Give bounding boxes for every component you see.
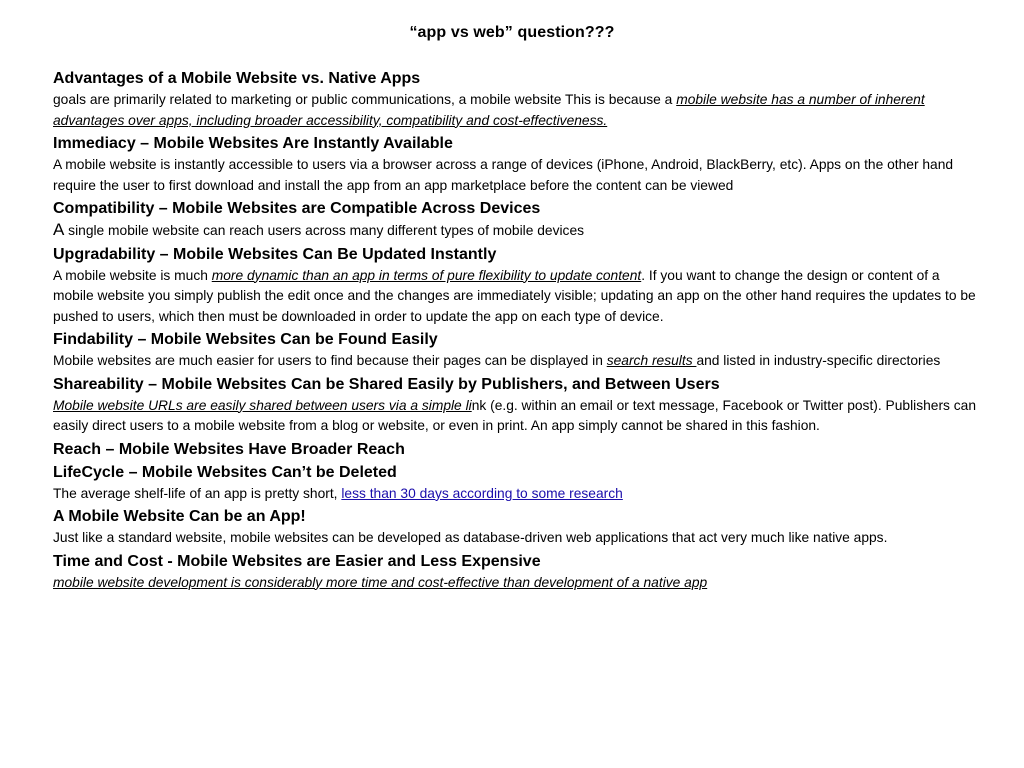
section-heading: LifeCycle – Mobile Websites Can’t be Deleted (53, 463, 397, 481)
section-reach (53, 438, 983, 461)
section-body (53, 266, 983, 328)
section-body (53, 396, 983, 437)
section-body (53, 90, 983, 131)
section-heading: Reach – Mobile Websites Have Broader Reach (53, 440, 405, 458)
emphasis-text: more dynamic than an app in terms of pure flexibility to update content (211, 267, 642, 283)
body-text: . If you want to change the design or content of a mobile website you simply publish the edit once and the changes are immediately visible; updating an app on the other hand requires the updates to be pushed to users, which then must be downloaded in order to update the app on each type of device. (53, 267, 976, 324)
body-text: The average shelf-life of an app is pretty short, (53, 485, 342, 501)
emphasis-text: mobile website has a number of inherent advantages over apps, including broader accessibility, compatibility and cost-effectiveness. (53, 92, 925, 128)
section-heading: A Mobile Website Can be an App! (53, 508, 306, 525)
section-body: Just like a standard website, mobile websites can be developed as database-driven web applications that act very much like native apps. (53, 530, 888, 545)
section-heading: Advantages of a Mobile Website vs. Native Apps (53, 70, 421, 87)
body-first-letter: A (53, 220, 65, 239)
section-compatibility (53, 197, 983, 242)
section-time-cost (53, 550, 983, 594)
body-text: and listed in industry-specific directories (696, 353, 941, 368)
research-link[interactable]: less than 30 days according to some research (341, 485, 623, 501)
section-heading: Findability – Mobile Websites Can be Found Easily (53, 331, 438, 348)
body-text: goals are primarily related to marketing or public communications, a mobile website This is because a (53, 92, 677, 107)
body-text: single mobile website can reach users across many different types of mobile devices (64, 223, 585, 238)
body-text: nk (e.g. within an email or text message, Facebook or Twitter post). Publishers can easily direct users to a mobile website from a blog or website, or even in print. An app simply cannot be shared in this fashion. (53, 397, 977, 433)
section-upgradability (53, 243, 983, 328)
emphasis-text: search results (606, 353, 697, 368)
section-body (53, 351, 983, 372)
section-shareability (53, 373, 983, 437)
body-text: Mobile websites are much easier for users to find because their pages can be displayed in (53, 353, 607, 368)
section-heading: Upgradability – Mobile Websites Can Be Updated Instantly (53, 245, 497, 263)
section-lifecycle (53, 461, 983, 505)
slide-title: “app vs web” question??? (409, 24, 615, 41)
section-heading: Shareability – Mobile Websites Can be Shared Easily by Publishers, and Between Users (53, 375, 720, 393)
slide-content (53, 67, 983, 594)
section-app (53, 505, 983, 549)
section-heading: Time and Cost - Mobile Websites are Easier and Less Expensive (53, 552, 541, 570)
section-findability (53, 328, 983, 372)
section-heading: Compatibility – Mobile Websites are Compatible Across Devices (53, 200, 541, 217)
section-immediacy (53, 132, 983, 196)
section-advantages (53, 67, 983, 131)
section-heading: Immediacy – Mobile Websites Are Instantly Available (53, 135, 453, 152)
emphasis-text: mobile website development is considerably more time and cost-effective than development of a native app (53, 574, 708, 590)
emphasis-text: Mobile website URLs are easily shared between users via a simple li (53, 397, 472, 413)
section-body (53, 220, 983, 242)
body-text: A mobile website is much (53, 267, 212, 283)
section-body (53, 484, 983, 505)
section-body (53, 573, 983, 594)
section-body: A mobile website is instantly accessible to users via a browser across a range of devices (iPhone, Android, BlackBerry, etc). Apps on the other hand require the user to first download and install the app from an app marketplace before the content can be viewed (53, 157, 954, 193)
